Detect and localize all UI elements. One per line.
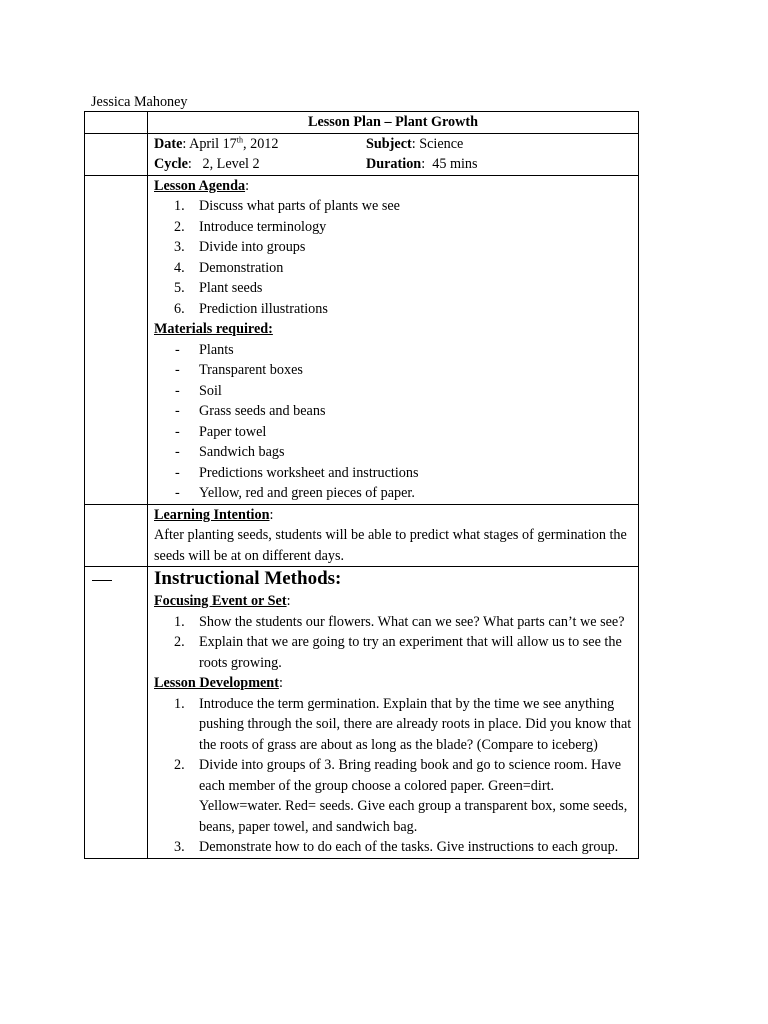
agenda-row [85,175,639,504]
list-item: 2. Introduce terminology [174,218,327,235]
title-cell [148,112,639,134]
title-row [85,112,639,134]
agenda-list [154,196,632,319]
date-suffix: th [236,134,243,144]
lesson-plan-table [84,111,639,859]
list-item: 4. Demonstration [174,259,284,276]
subject-label: Subject [366,135,412,152]
focusing-list [154,612,632,674]
list-item: - Transparent boxes [175,362,303,378]
materials-list [154,340,632,504]
development-colon: : [278,675,283,691]
meta-line-2 [154,154,632,175]
duration-field [366,154,478,175]
date-label: Date [154,135,183,152]
list-item: 2. Explain that we are going to try an experiment that will allow us to see the roots growing. [174,634,622,671]
list-item: 1. Show the students our flowers. What can we see? What parts can’t we see? [174,613,625,630]
cycle-label: Cycle [154,156,188,172]
meta-row [85,133,639,175]
development-list [154,694,632,858]
duration-label: Duration [366,156,422,172]
subject-field [366,134,463,155]
cycle-value: : 2, Level 2 [187,156,260,172]
list-item: 6. Prediction illustrations [174,300,328,317]
left-cell [85,567,148,859]
list-item: 1. Discuss what parts of plants we see [174,198,400,214]
cycle-field [154,154,366,175]
development-heading-line [154,673,632,694]
methods-title: Instructional Methods: [154,568,342,589]
duration-value: : 45 mins [421,156,478,172]
focusing-heading-line [154,591,632,612]
meta-cell [148,133,639,175]
materials-heading: Materials required: [154,321,273,337]
list-item: - Plants [175,341,234,358]
left-cell [85,112,148,134]
focusing-heading: Focusing Event or Set [154,593,287,609]
meta-line-1 [154,134,632,155]
agenda-colon: : [245,177,250,194]
list-item: 3. Divide into groups [174,239,306,255]
left-cell [85,504,148,567]
author-name: Jessica Mahoney [91,94,188,110]
list-item: - Paper towel [175,423,267,440]
intention-colon: : [269,506,274,523]
intention-text: After planting seeds, students will be able to predict what stages of germination the seeds will be at on different days. [154,527,627,564]
list-item: - Sandwich bags [175,444,285,460]
date-value-post: , 2012 [243,135,279,152]
development-heading: Lesson Development [154,675,279,691]
list-item: - Grass seeds and beans [175,403,326,419]
subject-value: : Science [411,135,464,152]
list-item: 3. Demonstrate how to do each of the tasks. Give instructions to each group. [174,839,619,855]
list-item: - Predictions worksheet and instructions [175,464,419,481]
left-cell [85,175,148,504]
list-item: - Yellow, red and green pieces of paper. [175,485,415,501]
agenda-cell [148,175,639,504]
date-value-pre: : April 17 [182,135,237,152]
intention-cell [148,504,639,567]
agenda-heading: Lesson Agenda [154,177,246,194]
methods-cell [148,567,639,859]
lesson-title: Lesson Plan – Plant Growth [307,114,478,130]
focusing-colon: : [286,593,291,609]
intention-heading-line [154,505,632,526]
intention-heading: Learning Intention [154,506,270,523]
list-item: 5. Plant seeds [174,280,263,296]
list-item: 2. Divide into groups of 3. Bring reading book and go to science room. Have each member of the group choose a colored paper. Green=dirt. Yellow=water. Red= seeds. Give each group a transparent box, some seeds, beans, paper towel, and sandwich bag. [174,757,628,835]
list-item: - Soil [175,382,222,399]
dash-mark [92,580,112,581]
agenda-heading-line [154,176,632,197]
methods-row [85,567,639,859]
intention-row [85,504,639,567]
date-field [154,134,366,155]
left-cell [85,133,148,175]
list-item: 1. Introduce the term germination. Explain that by the time we see anything pushing through the soil, there are already roots in place. Did you know that the roots of grass are about as long as the blade? (Compare to iceberg) [174,695,632,753]
